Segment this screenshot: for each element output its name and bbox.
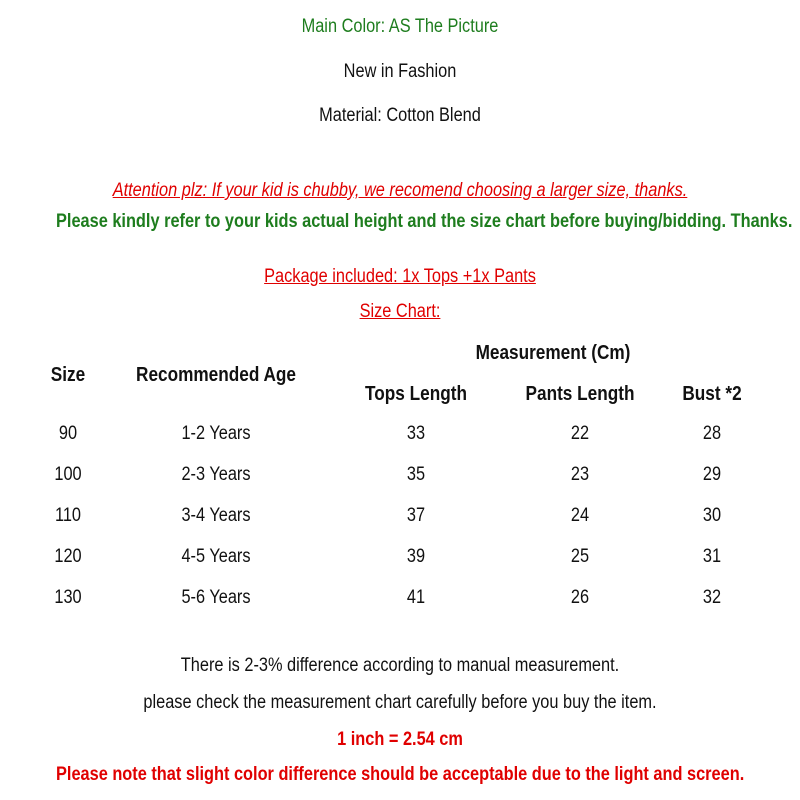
cell-size: 130 [54, 587, 82, 608]
color-difference-note: Please note that slight color difference should be acceptable due to the light and screen. [56, 764, 745, 785]
cell-age: 2-3 Years [181, 464, 251, 485]
package-included-note: Package included: 1x Tops +1x Pants [264, 266, 536, 287]
cell-bust: 31 [702, 546, 722, 567]
cell-tops-length: 39 [406, 546, 426, 567]
cell-size: 90 [58, 423, 78, 444]
refer-note: Please kindly refer to your kids actual height and the size chart before buying/bidding. Thanks. [56, 211, 793, 232]
cell-pants-length: 25 [570, 546, 590, 567]
column-header-size: Size [50, 364, 86, 386]
cell-bust: 28 [702, 423, 722, 444]
cell-bust: 32 [702, 587, 722, 608]
cell-tops-length: 41 [406, 587, 426, 608]
cell-bust: 30 [702, 505, 722, 526]
cell-age: 1-2 Years [181, 423, 251, 444]
cell-pants-length: 24 [570, 505, 590, 526]
measurement-group-header: Measurement (Cm) [475, 342, 631, 364]
cell-size: 110 [54, 505, 82, 526]
cell-size: 120 [54, 546, 82, 567]
cell-pants-length: 22 [570, 423, 590, 444]
cell-pants-length: 26 [570, 587, 590, 608]
column-header-bust: Bust *2 [682, 383, 742, 405]
column-header-tops-length: Tops Length [365, 383, 467, 405]
difference-note: There is 2-3% difference according to manual measurement. [180, 655, 620, 676]
cell-tops-length: 35 [406, 464, 426, 485]
main-color-line: Main Color: AS The Picture [301, 16, 499, 37]
cell-age: 3-4 Years [181, 505, 251, 526]
cell-pants-length: 23 [570, 464, 590, 485]
check-chart-note: please check the measurement chart carefully before you buy the item. [143, 692, 657, 713]
cell-tops-length: 37 [406, 505, 426, 526]
attention-note: Attention plz: If your kid is chubby, we recomend choosing a larger size, thanks. [112, 180, 688, 201]
material-line: Material: Cotton Blend [319, 105, 481, 126]
cell-age: 4-5 Years [181, 546, 251, 567]
inch-conversion-note: 1 inch = 2.54 cm [337, 729, 463, 750]
size-chart-title: Size Chart: [359, 301, 441, 322]
cell-tops-length: 33 [406, 423, 426, 444]
new-in-fashion-line: New in Fashion [343, 61, 457, 82]
cell-age: 5-6 Years [181, 587, 251, 608]
column-header-recommended-age: Recommended Age [136, 364, 296, 386]
cell-bust: 29 [702, 464, 722, 485]
column-header-pants-length: Pants Length [525, 383, 635, 405]
cell-size: 100 [54, 464, 82, 485]
